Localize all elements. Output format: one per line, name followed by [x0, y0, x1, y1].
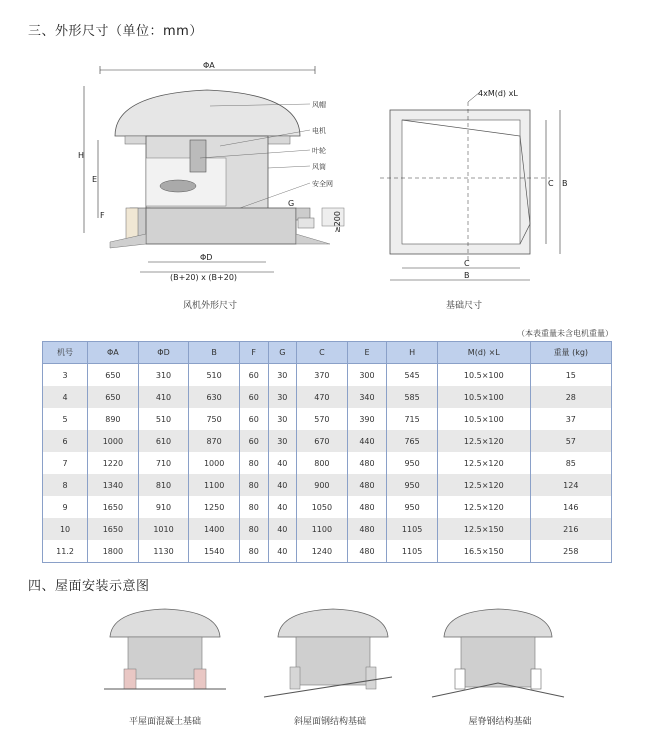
table-cell: 7 — [43, 452, 88, 474]
table-cell: 30 — [268, 386, 297, 408]
table-cell: 40 — [268, 518, 297, 540]
header-cell: 机号 — [43, 342, 88, 364]
table-cell: 1540 — [189, 540, 240, 563]
label-hood: 风帽 — [312, 101, 326, 109]
table-cell: 4 — [43, 386, 88, 408]
table-row — [43, 474, 612, 496]
header-cell: C — [297, 342, 348, 364]
table-cell: 11.2 — [43, 540, 88, 563]
table-cell: 10.5×100 — [437, 364, 530, 387]
table-cell: 12.5×120 — [437, 474, 530, 496]
table-cell: 765 — [387, 430, 438, 452]
table-row — [43, 364, 612, 387]
header-cell: 重量 (kg) — [530, 342, 611, 364]
table-cell: 950 — [387, 474, 438, 496]
table-cell: 480 — [347, 518, 387, 540]
table-row — [43, 496, 612, 518]
table-cell: 8 — [43, 474, 88, 496]
table-header-row — [43, 342, 612, 364]
table-cell: 10.5×100 — [437, 408, 530, 430]
dim-a-label: ΦA — [203, 61, 215, 70]
install-caption-flat: 平屋面混凝土基础 — [128, 717, 201, 727]
table-cell: 6 — [43, 430, 88, 452]
dim-200-label: ≥200 — [333, 211, 342, 233]
table-cell: 1105 — [387, 518, 438, 540]
table-cell: 80 — [239, 474, 268, 496]
table-cell: 12.5×150 — [437, 518, 530, 540]
base-dimension-diagram — [380, 82, 580, 292]
table-cell: 60 — [239, 386, 268, 408]
table-cell: 1340 — [88, 474, 139, 496]
table-cell: 60 — [239, 430, 268, 452]
table-cell: 30 — [268, 408, 297, 430]
label-safety-net: 安全网 — [312, 180, 333, 188]
header-cell: ΦD — [138, 342, 189, 364]
header-cell: M(d) ×L — [437, 342, 530, 364]
table-cell: 800 — [297, 452, 348, 474]
table-cell: 60 — [239, 408, 268, 430]
header-cell: ΦA — [88, 342, 139, 364]
dim-e-label: E — [92, 175, 98, 184]
table-cell: 650 — [88, 386, 139, 408]
table-cell: 1105 — [387, 540, 438, 563]
table-cell: 1050 — [297, 496, 348, 518]
dim-g-label: G — [288, 199, 295, 208]
header-cell: F — [239, 342, 268, 364]
header-cell: G — [268, 342, 297, 364]
base-dim-b-bottom: B — [464, 271, 470, 280]
section-3-title: 三、外形尺寸（单位：mm） — [28, 24, 203, 39]
table-cell: 870 — [189, 430, 240, 452]
table-cell: 470 — [297, 386, 348, 408]
table-cell: 258 — [530, 540, 611, 563]
table-cell: 30 — [268, 430, 297, 452]
base-dim-c-side: C — [548, 179, 554, 188]
table-cell: 80 — [239, 540, 268, 563]
table-cell: 15 — [530, 364, 611, 387]
table-cell: 950 — [387, 496, 438, 518]
table-cell: 5 — [43, 408, 88, 430]
label-impeller: 叶轮 — [312, 147, 326, 155]
table-cell: 310 — [138, 364, 189, 387]
table-cell: 610 — [138, 430, 189, 452]
table-cell: 480 — [347, 496, 387, 518]
table-cell: 40 — [268, 474, 297, 496]
table-cell: 12.5×120 — [437, 430, 530, 452]
table-cell: 1000 — [88, 430, 139, 452]
table-cell: 370 — [297, 364, 348, 387]
table-cell: 1240 — [297, 540, 348, 563]
bolt-label: 4xM(d) xL — [478, 89, 518, 98]
table-cell: 670 — [297, 430, 348, 452]
install-ridge-roof-diagram — [428, 605, 568, 700]
table-cell: 12.5×120 — [437, 496, 530, 518]
header-cell: H — [387, 342, 438, 364]
base-dim-c-bottom: C — [464, 259, 470, 268]
table-cell: 124 — [530, 474, 611, 496]
table-cell: 10 — [43, 518, 88, 540]
table-cell: 480 — [347, 474, 387, 496]
table-cell: 80 — [239, 518, 268, 540]
table-row — [43, 540, 612, 563]
table-cell: 1100 — [189, 474, 240, 496]
table-cell: 146 — [530, 496, 611, 518]
table-cell: 410 — [138, 386, 189, 408]
table-cell: 390 — [347, 408, 387, 430]
table-cell: 750 — [189, 408, 240, 430]
table-cell: 40 — [268, 540, 297, 563]
dim-f-label: F — [100, 211, 105, 220]
table-cell: 480 — [347, 540, 387, 563]
header-cell: B — [189, 342, 240, 364]
base-diagram-caption: 基础尺寸 — [445, 301, 482, 311]
table-cell: 57 — [530, 430, 611, 452]
table-row — [43, 408, 612, 430]
table-cell: 1400 — [189, 518, 240, 540]
table-cell: 810 — [138, 474, 189, 496]
table-cell: 480 — [347, 452, 387, 474]
table-cell: 85 — [530, 452, 611, 474]
table-cell: 1010 — [138, 518, 189, 540]
table-cell: 80 — [239, 496, 268, 518]
table-cell: 1100 — [297, 518, 348, 540]
install-sloped-roof-diagram — [258, 605, 398, 700]
table-cell: 1250 — [189, 496, 240, 518]
table-cell: 1130 — [138, 540, 189, 563]
table-cell: 16.5×150 — [437, 540, 530, 563]
table-cell: 545 — [387, 364, 438, 387]
table-cell: 890 — [88, 408, 139, 430]
install-flat-roof-diagram — [100, 605, 230, 700]
table-cell: 10.5×100 — [437, 386, 530, 408]
table-cell: 715 — [387, 408, 438, 430]
table-cell: 950 — [387, 452, 438, 474]
section-4-title: 四、屋面安装示意图 — [28, 579, 150, 594]
dim-h-label: H — [78, 151, 85, 160]
table-cell: 3 — [43, 364, 88, 387]
table-cell: 1650 — [88, 518, 139, 540]
dim-d-label: ΦD — [200, 253, 213, 262]
table-row — [43, 386, 612, 408]
install-caption-ridge: 屋脊钢结构基础 — [468, 717, 532, 727]
table-cell: 1800 — [88, 540, 139, 563]
table-cell: 440 — [347, 430, 387, 452]
table-cell: 900 — [297, 474, 348, 496]
table-cell: 630 — [189, 386, 240, 408]
fan-diagram-caption: 风机外形尺寸 — [182, 301, 237, 311]
dim-bb-label: (B+20) x (B+20) — [170, 273, 238, 282]
table-row — [43, 518, 612, 540]
table-cell: 1220 — [88, 452, 139, 474]
install-caption-sloped: 斜屋面钢结构基础 — [293, 717, 366, 727]
header-cell: E — [347, 342, 387, 364]
table-cell: 510 — [189, 364, 240, 387]
table-cell: 40 — [268, 452, 297, 474]
label-motor: 电机 — [312, 127, 326, 135]
table-cell: 1000 — [189, 452, 240, 474]
table-cell: 300 — [347, 364, 387, 387]
spec-table — [42, 341, 612, 563]
label-duct: 风筒 — [312, 163, 326, 171]
table-cell: 340 — [347, 386, 387, 408]
table-cell: 570 — [297, 408, 348, 430]
table-cell: 9 — [43, 496, 88, 518]
table-cell: 710 — [138, 452, 189, 474]
table-cell: 1650 — [88, 496, 139, 518]
table-cell: 650 — [88, 364, 139, 387]
table-cell: 60 — [239, 364, 268, 387]
table-row — [43, 430, 612, 452]
table-cell: 585 — [387, 386, 438, 408]
table-note: （本表重量未含电机重量） — [517, 329, 613, 338]
base-dim-b-side: B — [562, 179, 568, 188]
table-cell: 80 — [239, 452, 268, 474]
table-cell: 30 — [268, 364, 297, 387]
table-cell: 37 — [530, 408, 611, 430]
table-cell: 216 — [530, 518, 611, 540]
table-cell: 12.5×120 — [437, 452, 530, 474]
fan-dimension-diagram — [70, 58, 360, 293]
table-cell: 28 — [530, 386, 611, 408]
table-cell: 910 — [138, 496, 189, 518]
table-cell: 510 — [138, 408, 189, 430]
table-cell: 40 — [268, 496, 297, 518]
table-row — [43, 452, 612, 474]
